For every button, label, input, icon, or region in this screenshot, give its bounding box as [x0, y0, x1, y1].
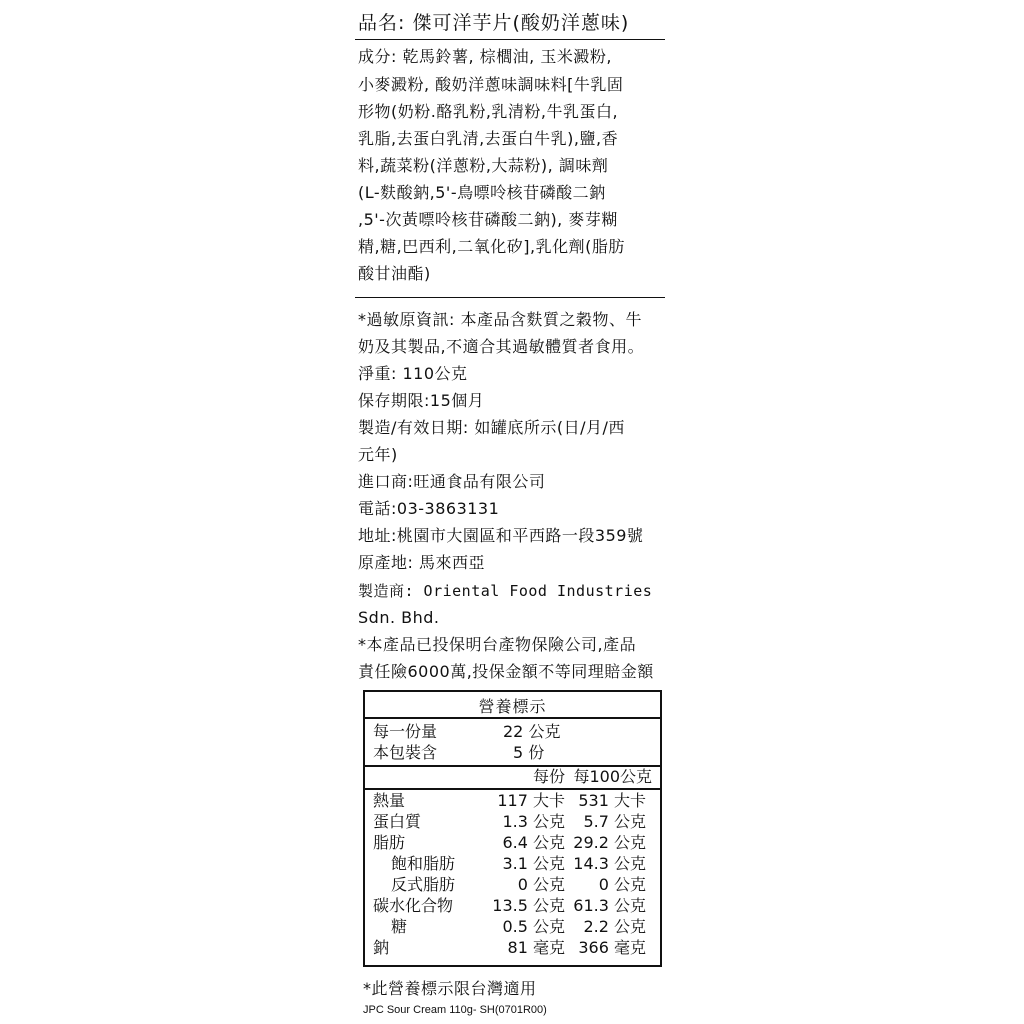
importer: 進口商:旺通食品有限公司 — [358, 472, 546, 491]
nutrient-per-100g: 61.3 公克 — [573, 896, 646, 915]
ingredients-line: 料,蔬菜粉(洋蔥粉,大蒜粉), 調味劑 — [358, 156, 609, 175]
nutrient-per-100g: 29.2 公克 — [573, 833, 646, 852]
nutrition-rule — [365, 717, 660, 719]
nutrient-name: 飽和脂肪 — [391, 854, 456, 873]
nutrient-name: 熱量 — [373, 791, 406, 810]
ingredients-line: ,5'-次黃嘌呤核苷磷酸二鈉), 麥芽糊 — [358, 210, 618, 229]
nutrient-per-serving: 0.5 公克 — [502, 917, 565, 936]
nutrient-name: 糖 — [391, 917, 408, 936]
date-info: 製造/有效日期: 如罐底所示(日/月/西 — [358, 418, 625, 437]
date-info: 元年) — [358, 445, 398, 464]
product-label — [355, 0, 675, 1024]
allergen-line: 奶及其製品,不適合其過敏體質者食用。 — [358, 337, 645, 356]
nutrient-name: 鈉 — [373, 938, 390, 957]
nutrient-per-100g: 531 大卡 — [578, 791, 646, 810]
col-per-serving: 每份 — [532, 767, 565, 786]
nutrition-rule — [365, 788, 660, 790]
phone: 電話:03-3863131 — [358, 499, 500, 518]
nutrient-per-serving: 117 大卡 — [497, 791, 565, 810]
nutrient-per-serving: 6.4 公克 — [502, 833, 565, 852]
servings-value: 5 份 — [513, 743, 545, 762]
shelf-life: 保存期限:15個月 — [358, 391, 485, 410]
nutrient-name: 反式脂肪 — [391, 875, 456, 894]
nutrient-per-serving: 0 公克 — [517, 875, 565, 894]
servings-label: 本包裝含 — [373, 743, 438, 762]
title-divider — [355, 39, 665, 40]
nutrition-table — [363, 690, 662, 967]
serving-size-value: 22 公克 — [503, 722, 561, 741]
address: 地址:桃園市大園區和平西路一段359號 — [358, 526, 644, 545]
net-weight: 淨重: 110公克 — [358, 364, 468, 383]
product-title: 品名: 傑可洋芋片(酸奶洋蔥味) — [358, 12, 630, 34]
ingredients-line: (L-麩酸鈉,5'-鳥嘌呤核苷磷酸二鈉 — [358, 183, 606, 202]
ingredients-line: 精,糖,巴西利,二氧化矽],乳化劑(脂肪 — [358, 237, 625, 256]
insurance-note: 責任險6000萬,投保金額不等同理賠金額 — [358, 662, 654, 681]
col-per-100g: 每100公克 — [573, 767, 652, 786]
insurance-note: *本產品已投保明台產物保險公司,產品 — [358, 635, 637, 654]
ingredients-line: 形物(奶粉.酪乳粉,乳清粉,牛乳蛋白, — [358, 102, 619, 121]
manufacturer: Sdn. Bhd. — [358, 608, 440, 627]
nutrient-per-100g: 14.3 公克 — [573, 854, 646, 873]
serving-size-label: 每一份量 — [373, 722, 438, 741]
ingredients-line: 小麥澱粉, 酸奶洋蔥味調味料[牛乳固 — [358, 75, 624, 94]
ingredients-divider — [355, 297, 665, 298]
nutrient-name: 碳水化合物 — [373, 896, 454, 915]
nutrient-name: 脂肪 — [373, 833, 406, 852]
ingredients-line: 乳脂,去蛋白乳清,去蛋白牛乳),鹽,香 — [358, 129, 619, 148]
nutrition-title: 營養標示 — [478, 697, 547, 716]
nutrient-per-100g: 2.2 公克 — [583, 917, 646, 936]
manufacturer: 製造商: Oriental Food Industries — [358, 582, 653, 600]
nutrient-per-100g: 366 毫克 — [578, 938, 646, 957]
nutrient-per-100g: 5.7 公克 — [583, 812, 646, 831]
nutrient-per-serving: 81 毫克 — [507, 938, 565, 957]
allergen-line: *過敏原資訊: 本產品含麩質之穀物、牛 — [358, 310, 642, 329]
origin: 原產地: 馬來西亞 — [358, 553, 485, 572]
nutrient-name: 蛋白質 — [373, 812, 422, 831]
nutrient-per-serving: 1.3 公克 — [502, 812, 565, 831]
nutrient-per-serving: 13.5 公克 — [492, 896, 565, 915]
nutrient-per-100g: 0 公克 — [598, 875, 646, 894]
product-code: JPC Sour Cream 110g- SH(0701R00) — [363, 1004, 547, 1016]
nutrient-per-serving: 3.1 公克 — [502, 854, 565, 873]
nutrition-footnote: *此營養標示限台灣適用 — [363, 979, 537, 998]
ingredients-line: 酸甘油酯) — [358, 264, 431, 283]
ingredients-line: 成分: 乾馬鈴薯, 棕櫚油, 玉米澱粉, — [358, 47, 612, 66]
